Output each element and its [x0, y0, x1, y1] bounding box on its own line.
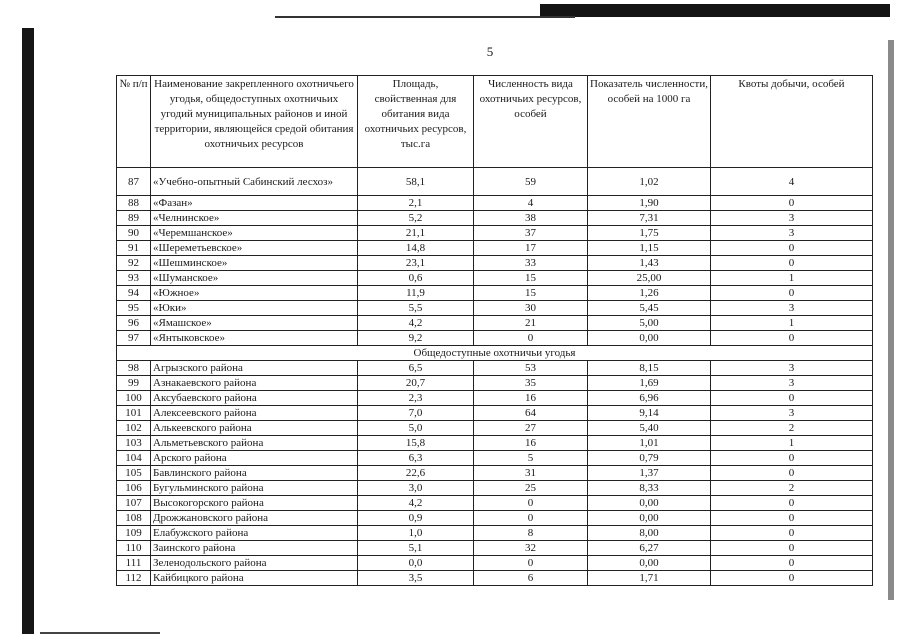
- row-quota: 0: [711, 556, 873, 571]
- row-quota: 0: [711, 451, 873, 466]
- row-area: 0,6: [358, 271, 474, 286]
- table-row: [117, 256, 873, 271]
- table-row: [117, 541, 873, 556]
- row-number: 110: [117, 541, 151, 556]
- row-name: Бугульминского района: [151, 481, 358, 496]
- row-density: 1,90: [588, 196, 711, 211]
- table-row: [117, 436, 873, 451]
- row-area: 5,2: [358, 211, 474, 226]
- row-count: 30: [474, 301, 588, 316]
- row-quota: 1: [711, 316, 873, 331]
- row-name: «Южное»: [151, 286, 358, 301]
- row-name: «Шешминское»: [151, 256, 358, 271]
- row-quota: 0: [711, 331, 873, 346]
- row-name: Бавлинского района: [151, 466, 358, 481]
- row-quota: 1: [711, 271, 873, 286]
- row-area: 4,2: [358, 496, 474, 511]
- row-count: 37: [474, 226, 588, 241]
- row-area: 22,6: [358, 466, 474, 481]
- row-quota: 0: [711, 196, 873, 211]
- row-density: 25,00: [588, 271, 711, 286]
- row-name: «Янтыковское»: [151, 331, 358, 346]
- table-row: [117, 316, 873, 331]
- row-count: 0: [474, 496, 588, 511]
- row-number: 103: [117, 436, 151, 451]
- row-name: «Ямашское»: [151, 316, 358, 331]
- row-count: 0: [474, 331, 588, 346]
- row-number: 107: [117, 496, 151, 511]
- row-number: 108: [117, 511, 151, 526]
- table-row: [117, 361, 873, 376]
- row-density: 5,45: [588, 301, 711, 316]
- table-row: [117, 526, 873, 541]
- row-area: 58,1: [358, 168, 474, 196]
- row-name: Алькеевского района: [151, 421, 358, 436]
- row-count: 32: [474, 541, 588, 556]
- row-number: 112: [117, 571, 151, 586]
- table-row: [117, 241, 873, 256]
- row-name: Аксубаевского района: [151, 391, 358, 406]
- row-count: 0: [474, 556, 588, 571]
- row-name: Дрожжановского района: [151, 511, 358, 526]
- row-count: 35: [474, 376, 588, 391]
- row-quota: 0: [711, 256, 873, 271]
- row-count: 5: [474, 451, 588, 466]
- table-row: [117, 391, 873, 406]
- row-number: 105: [117, 466, 151, 481]
- row-name: «Черемшанское»: [151, 226, 358, 241]
- row-quota: 0: [711, 286, 873, 301]
- quota-table: [116, 75, 873, 586]
- row-density: 1,15: [588, 241, 711, 256]
- row-density: 0,79: [588, 451, 711, 466]
- row-number: 101: [117, 406, 151, 421]
- row-density: 8,00: [588, 526, 711, 541]
- table-row: [117, 211, 873, 226]
- table-header-row: [117, 76, 873, 168]
- row-name: «Челнинское»: [151, 211, 358, 226]
- header-name: Наименование закрепленного охотничьего угодья, общедоступных охотничьих угодий муниципальных районов и иной территории, являющейся средой обитания охотничьих ресурсов: [151, 76, 358, 168]
- row-number: 91: [117, 241, 151, 256]
- row-name: Елабужского района: [151, 526, 358, 541]
- row-density: 0,00: [588, 511, 711, 526]
- row-quota: 0: [711, 496, 873, 511]
- row-count: 21: [474, 316, 588, 331]
- row-number: 96: [117, 316, 151, 331]
- row-name: «Юки»: [151, 301, 358, 316]
- row-number: 97: [117, 331, 151, 346]
- row-number: 106: [117, 481, 151, 496]
- row-number: 100: [117, 391, 151, 406]
- row-area: 20,7: [358, 376, 474, 391]
- row-area: 6,5: [358, 361, 474, 376]
- table-row: [117, 376, 873, 391]
- row-density: 5,40: [588, 421, 711, 436]
- row-area: 14,8: [358, 241, 474, 256]
- row-density: 0,00: [588, 556, 711, 571]
- row-density: 1,37: [588, 466, 711, 481]
- row-name: Агрызского района: [151, 361, 358, 376]
- row-quota: 0: [711, 241, 873, 256]
- scan-line-bottom: [40, 632, 160, 634]
- row-density: 5,00: [588, 316, 711, 331]
- page-number: 5: [486, 44, 494, 59]
- row-number: 89: [117, 211, 151, 226]
- row-area: 6,3: [358, 451, 474, 466]
- row-area: 23,1: [358, 256, 474, 271]
- row-density: 6,96: [588, 391, 711, 406]
- row-count: 16: [474, 391, 588, 406]
- row-name: Альметьевского района: [151, 436, 358, 451]
- row-density: 0,00: [588, 331, 711, 346]
- row-count: 15: [474, 286, 588, 301]
- row-area: 5,5: [358, 301, 474, 316]
- row-count: 59: [474, 168, 588, 196]
- row-density: 1,71: [588, 571, 711, 586]
- row-name: «Шереметьевское»: [151, 241, 358, 256]
- row-number: 98: [117, 361, 151, 376]
- row-quota: 3: [711, 376, 873, 391]
- row-name: «Фазан»: [151, 196, 358, 211]
- row-area: 2,3: [358, 391, 474, 406]
- row-quota: 0: [711, 511, 873, 526]
- row-area: 4,2: [358, 316, 474, 331]
- section-row: [117, 346, 873, 361]
- row-density: 1,75: [588, 226, 711, 241]
- row-density: 9,14: [588, 406, 711, 421]
- row-count: 16: [474, 436, 588, 451]
- row-quota: 4: [711, 168, 873, 196]
- row-count: 27: [474, 421, 588, 436]
- header-area: Площадь, свойственная для обитания вида охотничьих ресурсов, тыс.га: [358, 76, 474, 168]
- row-count: 53: [474, 361, 588, 376]
- row-count: 25: [474, 481, 588, 496]
- row-quota: 1: [711, 436, 873, 451]
- row-name: Кайбицкого района: [151, 571, 358, 586]
- row-count: 8: [474, 526, 588, 541]
- table-row: [117, 168, 873, 196]
- row-quota: 0: [711, 526, 873, 541]
- row-area: 5,0: [358, 421, 474, 436]
- row-name: Заинского района: [151, 541, 358, 556]
- row-quota: 2: [711, 481, 873, 496]
- header-count: Численность вида охотничьих ресурсов, особей: [474, 76, 588, 168]
- row-area: 0,0: [358, 556, 474, 571]
- row-count: 4: [474, 196, 588, 211]
- row-name: Арского района: [151, 451, 358, 466]
- row-count: 15: [474, 271, 588, 286]
- row-count: 33: [474, 256, 588, 271]
- row-quota: 3: [711, 226, 873, 241]
- table-row: [117, 331, 873, 346]
- row-quota: 3: [711, 406, 873, 421]
- table-row: [117, 556, 873, 571]
- table-row: [117, 496, 873, 511]
- table-row: [117, 196, 873, 211]
- header-quota: Квоты добычи, особей: [711, 76, 873, 168]
- row-density: 0,00: [588, 496, 711, 511]
- table-row: [117, 406, 873, 421]
- row-quota: 3: [711, 211, 873, 226]
- row-number: 109: [117, 526, 151, 541]
- row-number: 88: [117, 196, 151, 211]
- row-number: 102: [117, 421, 151, 436]
- row-area: 0,9: [358, 511, 474, 526]
- row-density: 1,26: [588, 286, 711, 301]
- row-number: 90: [117, 226, 151, 241]
- row-number: 93: [117, 271, 151, 286]
- row-quota: 0: [711, 541, 873, 556]
- table-row: [117, 301, 873, 316]
- scan-line-top: [275, 16, 575, 18]
- header-number: № п/п: [117, 76, 151, 168]
- row-name: Зеленодольского района: [151, 556, 358, 571]
- table-row: [117, 286, 873, 301]
- row-count: 17: [474, 241, 588, 256]
- row-number: 87: [117, 168, 151, 196]
- row-area: 2,1: [358, 196, 474, 211]
- section-title: Общедоступные охотничьи угодья: [117, 346, 873, 361]
- row-number: 104: [117, 451, 151, 466]
- row-name: «Учебно-опытный Сабинский лесхоз»: [151, 168, 358, 196]
- row-quota: 3: [711, 301, 873, 316]
- row-density: 6,27: [588, 541, 711, 556]
- row-count: 0: [474, 511, 588, 526]
- row-density: 7,31: [588, 211, 711, 226]
- row-area: 15,8: [358, 436, 474, 451]
- table-row: [117, 511, 873, 526]
- row-name: «Шуманское»: [151, 271, 358, 286]
- row-area: 11,9: [358, 286, 474, 301]
- row-quota: 0: [711, 466, 873, 481]
- scan-edge-top: [540, 4, 890, 17]
- row-name: Азнакаевского района: [151, 376, 358, 391]
- row-name: Высокогорского района: [151, 496, 358, 511]
- table-row: [117, 481, 873, 496]
- table-row: [117, 466, 873, 481]
- row-number: 92: [117, 256, 151, 271]
- row-count: 31: [474, 466, 588, 481]
- row-density: 1,69: [588, 376, 711, 391]
- table-row: [117, 571, 873, 586]
- table-row: [117, 271, 873, 286]
- row-number: 95: [117, 301, 151, 316]
- table-row: [117, 226, 873, 241]
- row-density: 1,02: [588, 168, 711, 196]
- row-area: 21,1: [358, 226, 474, 241]
- row-count: 64: [474, 406, 588, 421]
- row-count: 38: [474, 211, 588, 226]
- header-density: Показатель численности, особей на 1000 га: [588, 76, 711, 168]
- row-density: 8,33: [588, 481, 711, 496]
- row-name: Алексеевского района: [151, 406, 358, 421]
- scan-edge-left: [22, 28, 34, 634]
- table-row: [117, 421, 873, 436]
- row-quota: 2: [711, 421, 873, 436]
- row-area: 5,1: [358, 541, 474, 556]
- row-density: 8,15: [588, 361, 711, 376]
- row-density: 1,01: [588, 436, 711, 451]
- row-area: 3,0: [358, 481, 474, 496]
- row-area: 1,0: [358, 526, 474, 541]
- row-area: 9,2: [358, 331, 474, 346]
- row-quota: 3: [711, 361, 873, 376]
- row-number: 99: [117, 376, 151, 391]
- scan-edge-right: [888, 40, 894, 600]
- row-area: 7,0: [358, 406, 474, 421]
- row-number: 94: [117, 286, 151, 301]
- row-area: 3,5: [358, 571, 474, 586]
- row-quota: 0: [711, 391, 873, 406]
- row-number: 111: [117, 556, 151, 571]
- row-density: 1,43: [588, 256, 711, 271]
- row-quota: 0: [711, 571, 873, 586]
- row-count: 6: [474, 571, 588, 586]
- table-row: [117, 451, 873, 466]
